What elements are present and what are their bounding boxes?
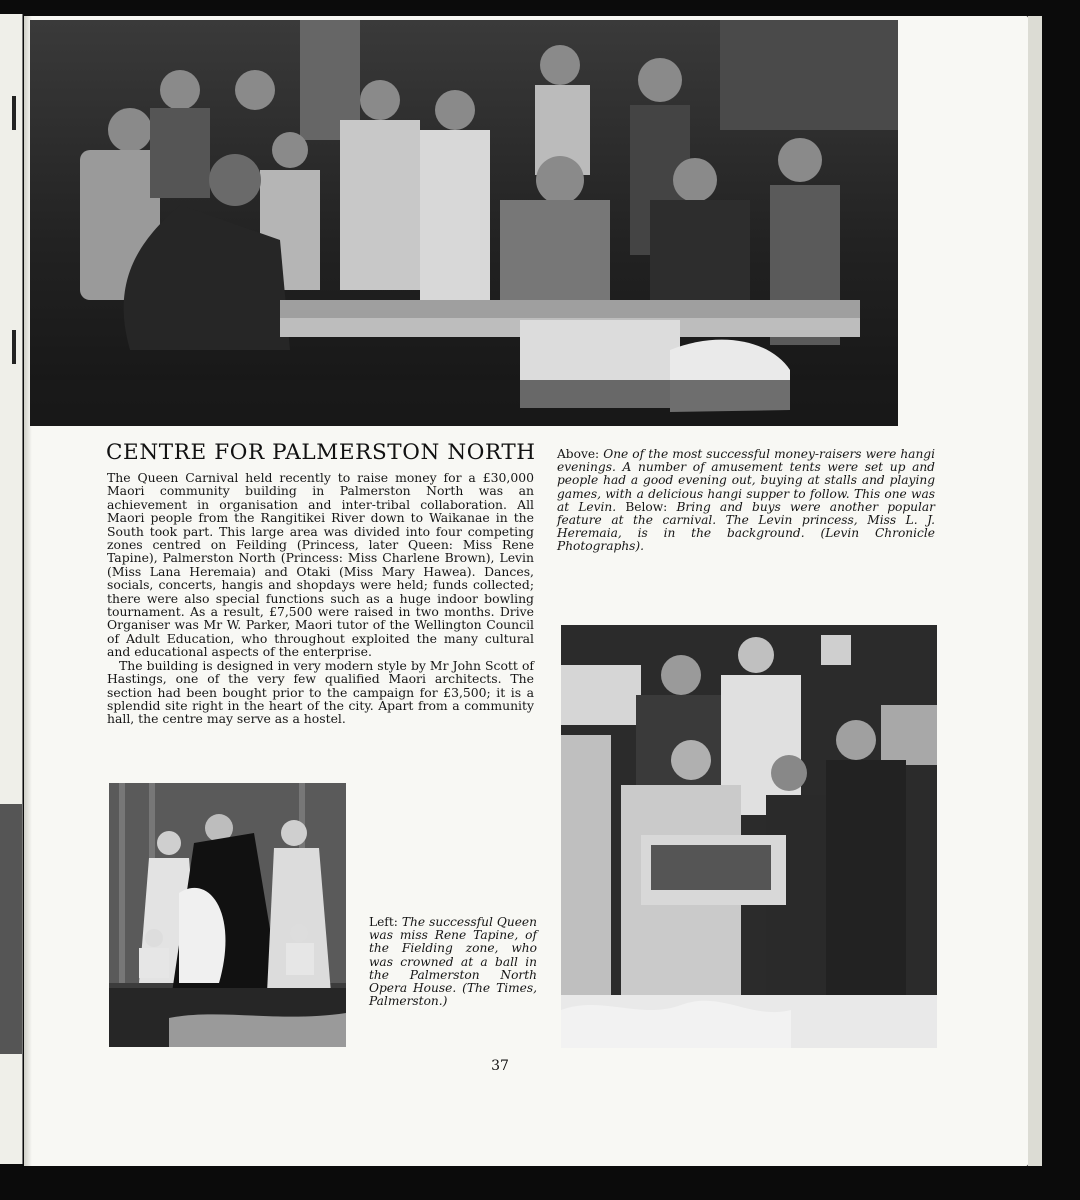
staple [12, 330, 16, 364]
caption-text: The successful Queen was miss Rene Tapine, of the Fielding zone, who was crowned at a ball in the Palmerston North Opera House. [369, 915, 537, 996]
caption-lead: Above: [557, 447, 600, 461]
caption-left [369, 916, 537, 1008]
article-paragraph: The building is designed in very modern style by Mr John Scott of Hastings, one of the very few qualified Maori architects. The section had been bought prior to the campaign for £3,500; it is a splendid site right in the heart of the city. Apart from a community hall, the centre may serve as a hostel. [107, 657, 534, 727]
caption-text: Bring and buys were another popular feature at the carnival. The Levin princess, Miss L. J. Heremaia, is in the background. [557, 499, 935, 541]
article-body [107, 471, 534, 726]
photo-credit: (Levin Chronicle Photographs). [557, 526, 935, 554]
caption-text: One of the most successful money-raisers were hangi evenings. A number of amusement tents were set up and people had a good evening out, buying at stalls and playing games, with a delicious hangi supper to follow. This one was at Levin. [557, 447, 935, 514]
previous-page-edge [0, 14, 23, 1164]
next-page-edge [1028, 16, 1042, 1166]
bring-and-buy-photo [561, 625, 937, 1048]
caption-lead: Below: [625, 499, 668, 514]
photo-credit: (The Times, Palmerston.) [369, 981, 537, 1009]
hangi-evening-photo [30, 20, 898, 426]
previous-page-photo-fragment [0, 804, 22, 1054]
article-paragraph: The Queen Carnival held recently to raise money for a £30,000 Maori community building in Palmerston North was an achievement in organisation and inter-tribal collaboration. All Maori people from the Rangitikei River down to Waikanae in the South took part. This large area was divided into four competing zones centred on Feilding (Princess, later Queen: Miss Rene Tapine), Palmerston North (Princess: Miss Charlene Brown), Levin (Miss Lana Heremaia) and Otaki (Miss Mary Hawea). Dances, socials, concerts, hangis and shopdays were held; funds collected; there were also special functions such as a huge indoor bowling tournament. As a result, £7,500 were raised in two months. Drive Organiser was Mr W. Parker, Maori tutor of the Wellington Council of Adult Education, who throughout exploited the many cultural and educational aspects of the enterprise. [107, 470, 534, 660]
staple [12, 96, 16, 130]
caption-lead: Left: [369, 915, 398, 929]
caption-above [557, 448, 935, 554]
article-headline: CENTRE FOR PALMERSTON NORTH [106, 440, 536, 465]
queen-crowning-photo [109, 783, 346, 1047]
page-number: 37 [491, 1058, 509, 1074]
